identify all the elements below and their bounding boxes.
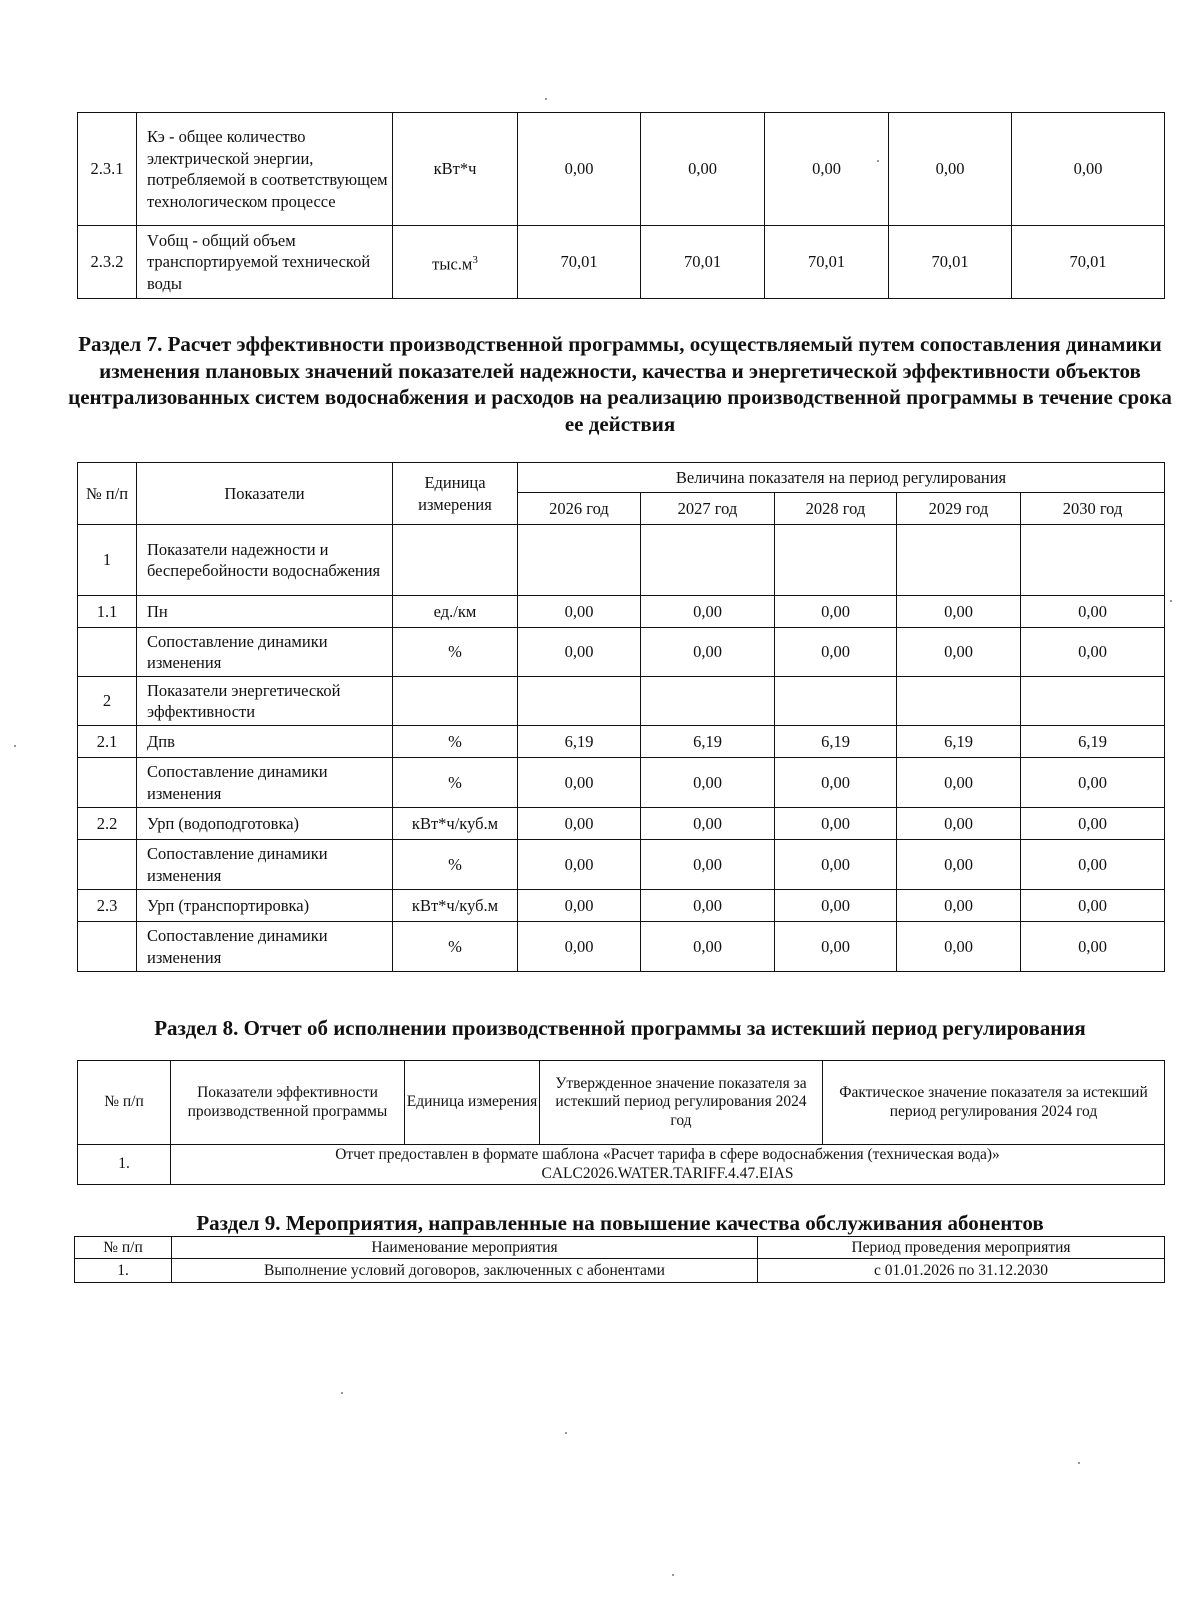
section-7-body — [78, 525, 1165, 972]
value-cell: 0,00 — [641, 596, 775, 628]
measure-name: Выполнение условий договоров, заключенных с абонентами — [172, 1259, 758, 1283]
header-unit: Единица измерения — [393, 463, 518, 525]
value-cell: 0,00 — [641, 890, 775, 922]
section-7-title: Раздел 7. Расчет эффективности производственной программы, осуществляемый путем сопоставления динамики изменения плановых значений показателей надежности, качества и энергетической эффективности объектов централизованных систем водоснабжения и расходов на реализацию производственной программы в течение срока ее действия — [68, 332, 1172, 436]
value-cell: 0,00 — [518, 922, 641, 972]
table-row — [78, 596, 1165, 628]
value-cell: 0,00 — [897, 628, 1021, 677]
row-number: 2.3.1 — [78, 113, 137, 226]
value-cell: 0,00 — [518, 808, 641, 840]
value-cell: 0,00 — [1012, 113, 1165, 226]
value-cell — [897, 677, 1021, 726]
table-row — [78, 890, 1165, 922]
value-cell — [641, 677, 775, 726]
indicator-name: Кэ - общее количество электрической энергии, потребляемой в соответствующем технологическом процессе — [137, 113, 393, 226]
indicator-name: Сопоставление динамики изменения — [137, 758, 393, 808]
unit-cell: % — [393, 628, 518, 677]
row-number: 2.3 — [78, 890, 137, 922]
value-cell: 0,00 — [765, 113, 889, 226]
header-row — [78, 463, 1165, 493]
scan-speck — [877, 160, 879, 162]
value-cell: 70,01 — [765, 226, 889, 299]
table-row — [78, 1145, 1165, 1185]
table-row — [78, 726, 1165, 758]
scan-speck — [1078, 1462, 1080, 1464]
value-cell: 6,19 — [897, 726, 1021, 758]
unit-cell: кВт*ч — [393, 113, 518, 226]
value-cell: 6,19 — [775, 726, 897, 758]
row-number — [78, 922, 137, 972]
scan-speck — [565, 1432, 567, 1434]
value-cell: 0,00 — [1021, 808, 1165, 840]
previous-table — [77, 112, 1165, 299]
unit-cell — [393, 226, 518, 299]
indicator-name: Сопоставление динамики изменения — [137, 840, 393, 890]
indicator-name: Дпв — [137, 726, 393, 758]
value-cell: 0,00 — [1021, 758, 1165, 808]
row-number — [78, 840, 137, 890]
section-7-table — [77, 462, 1165, 972]
unit-cell: % — [393, 758, 518, 808]
value-cell: 0,00 — [897, 758, 1021, 808]
header-year: 2027 год — [641, 493, 775, 525]
scan-speck — [672, 1574, 674, 1576]
row-number — [78, 758, 137, 808]
value-cell: 0,00 — [1021, 596, 1165, 628]
unit-cell: кВт*ч/куб.м — [393, 808, 518, 840]
row-number: 2.1 — [78, 726, 137, 758]
section-9-title: Раздел 9. Мероприятия, направленные на повышение качества обслуживания абонентов — [196, 1211, 1044, 1235]
value-cell — [775, 525, 897, 596]
value-cell: 0,00 — [897, 922, 1021, 972]
unit-superscript: 3 — [472, 253, 478, 266]
unit-cell — [393, 677, 518, 726]
header-indicators: Показатели — [137, 463, 393, 525]
value-cell: 0,00 — [775, 596, 897, 628]
value-cell — [1021, 525, 1165, 596]
report-note — [171, 1145, 1165, 1185]
row-number: 2.3.2 — [78, 226, 137, 299]
row-number: 2 — [78, 677, 137, 726]
value-cell: 70,01 — [641, 226, 765, 299]
header-year: 2029 год — [897, 493, 1021, 525]
table-row — [78, 628, 1165, 677]
value-cell: 0,00 — [897, 840, 1021, 890]
row-number: 1 — [78, 525, 137, 596]
value-cell: 0,00 — [1021, 840, 1165, 890]
value-cell: 0,00 — [1021, 922, 1165, 972]
header-num: № п/п — [75, 1237, 172, 1259]
header-row — [75, 1237, 1165, 1259]
indicator-name: Пн — [137, 596, 393, 628]
value-cell: 0,00 — [775, 758, 897, 808]
value-cell — [641, 525, 775, 596]
value-cell: 0,00 — [641, 922, 775, 972]
value-cell: 0,00 — [775, 890, 897, 922]
row-number: 1. — [78, 1145, 171, 1185]
indicator-name: Показатели надежности и бесперебойности водоснабжения — [137, 525, 393, 596]
header-approved: Утвержденное значение показателя за истекший период регулирования 2024 год — [540, 1061, 823, 1145]
value-cell: 0,00 — [518, 758, 641, 808]
section-9-table — [74, 1236, 1165, 1283]
value-cell: 0,00 — [518, 596, 641, 628]
value-cell: 0,00 — [775, 808, 897, 840]
header-measure-period: Период проведения мероприятия — [758, 1237, 1165, 1259]
header-unit: Единица измерения — [405, 1061, 540, 1145]
report-template-code: CALC2026.WATER.TARIFF.4.47.EIAS — [541, 1164, 794, 1182]
unit-text: тыс.м — [432, 254, 473, 273]
scan-speck — [1170, 600, 1172, 602]
header-year: 2030 год — [1021, 493, 1165, 525]
header-indicators: Показатели эффективности производственной программы — [171, 1061, 405, 1145]
value-cell: 0,00 — [775, 840, 897, 890]
indicator-name: Показатели энергетической эффективности — [137, 677, 393, 726]
table-row — [78, 808, 1165, 840]
value-cell: 0,00 — [775, 922, 897, 972]
value-cell: 0,00 — [897, 596, 1021, 628]
indicator-name: Vобщ - общий объем транспортируемой технической воды — [137, 226, 393, 299]
unit-cell: % — [393, 922, 518, 972]
indicator-name: Сопоставление динамики изменения — [137, 922, 393, 972]
value-cell: 6,19 — [518, 726, 641, 758]
table-row — [78, 677, 1165, 726]
table-row — [78, 226, 1165, 299]
value-cell: 0,00 — [775, 628, 897, 677]
value-cell: 0,00 — [641, 113, 765, 226]
value-cell: 0,00 — [641, 808, 775, 840]
value-cell: 0,00 — [889, 113, 1012, 226]
report-note-line: Отчет предоставлен в формате шаблона «Расчет тарифа в сфере водоснабжения (техническая вода)» — [335, 1146, 1000, 1163]
header-year: 2028 год — [775, 493, 897, 525]
indicator-name: Урп (транспортировка) — [137, 890, 393, 922]
scan-speck — [545, 98, 547, 100]
value-cell — [1021, 677, 1165, 726]
header-row — [78, 1061, 1165, 1145]
value-cell: 0,00 — [897, 808, 1021, 840]
measure-period: с 01.01.2026 по 31.12.2030 — [758, 1259, 1165, 1283]
value-cell — [518, 677, 641, 726]
table-row — [78, 525, 1165, 596]
value-cell: 70,01 — [889, 226, 1012, 299]
value-cell: 0,00 — [641, 758, 775, 808]
table-row — [78, 758, 1165, 808]
row-number: 2.2 — [78, 808, 137, 840]
header-actual: Фактическое значение показателя за истекший период регулирования 2024 год — [823, 1061, 1165, 1145]
value-cell: 0,00 — [641, 840, 775, 890]
value-cell: 6,19 — [1021, 726, 1165, 758]
unit-cell: % — [393, 726, 518, 758]
unit-cell: кВт*ч/куб.м — [393, 890, 518, 922]
unit-cell: ед./км — [393, 596, 518, 628]
row-number — [78, 628, 137, 677]
value-cell: 0,00 — [518, 840, 641, 890]
indicator-name: Сопоставление динамики изменения — [137, 628, 393, 677]
value-cell: 6,19 — [641, 726, 775, 758]
value-cell — [897, 525, 1021, 596]
value-cell: 70,01 — [1012, 226, 1165, 299]
table-row — [78, 922, 1165, 972]
header-period: Величина показателя на период регулирования — [518, 463, 1165, 493]
value-cell: 70,01 — [518, 226, 641, 299]
value-cell: 0,00 — [518, 113, 641, 226]
scan-speck — [14, 745, 16, 747]
value-cell — [518, 525, 641, 596]
value-cell: 0,00 — [1021, 890, 1165, 922]
table-row — [78, 840, 1165, 890]
section-8-table — [77, 1060, 1165, 1185]
header-measure-name: Наименование мероприятия — [172, 1237, 758, 1259]
value-cell: 0,00 — [897, 890, 1021, 922]
row-number: 1.1 — [78, 596, 137, 628]
table-row — [75, 1259, 1165, 1283]
header-year: 2026 год — [518, 493, 641, 525]
value-cell: 0,00 — [1021, 628, 1165, 677]
row-number: 1. — [75, 1259, 172, 1283]
header-num: № п/п — [78, 463, 137, 525]
section-8-title: Раздел 8. Отчет об исполнении производственной программы за истекший период регулирования — [154, 1016, 1086, 1040]
value-cell — [775, 677, 897, 726]
value-cell: 0,00 — [641, 628, 775, 677]
header-num: № п/п — [78, 1061, 171, 1145]
value-cell: 0,00 — [518, 628, 641, 677]
value-cell: 0,00 — [518, 890, 641, 922]
indicator-name: Урп (водоподготовка) — [137, 808, 393, 840]
unit-cell — [393, 525, 518, 596]
scan-speck — [341, 1392, 343, 1394]
table-row — [78, 113, 1165, 226]
unit-cell: % — [393, 840, 518, 890]
